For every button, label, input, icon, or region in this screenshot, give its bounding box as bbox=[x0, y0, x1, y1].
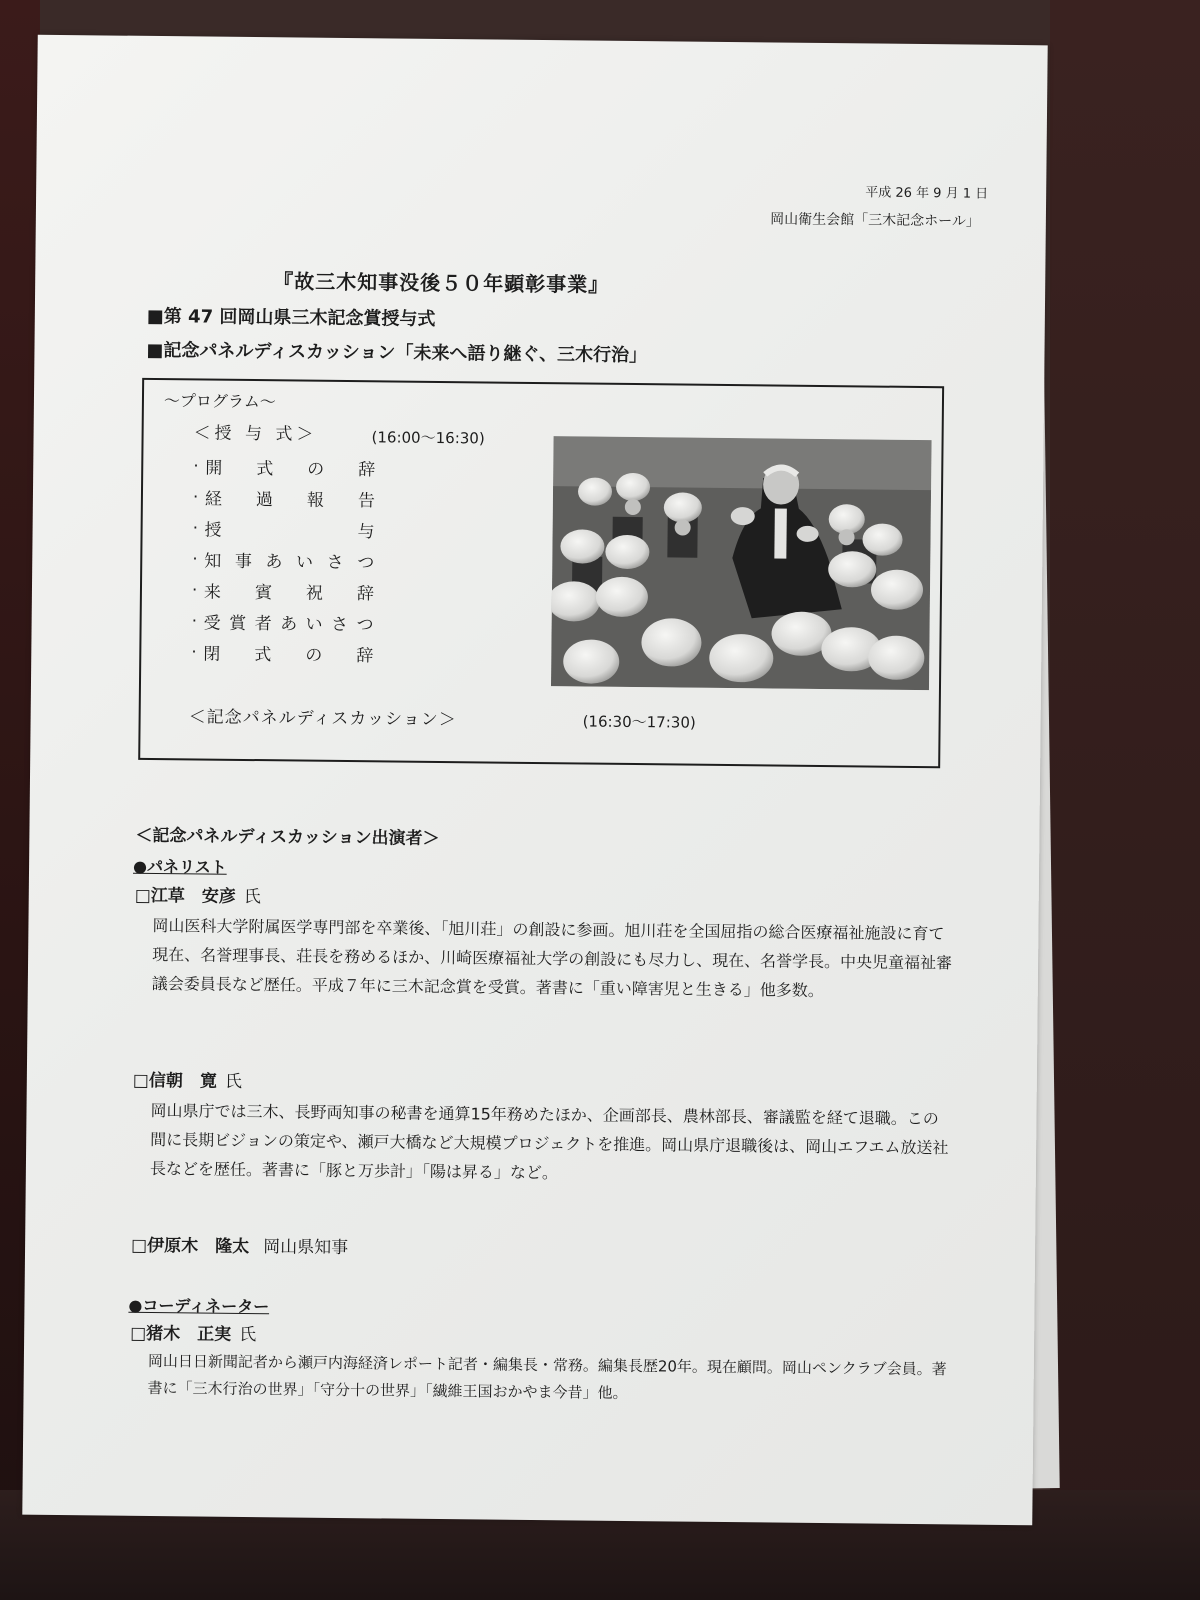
person-name: □江草 安彦 氏 bbox=[134, 885, 261, 908]
subtitle-award-ceremony: ■第 47 回岡山県三木記念賞授与式 bbox=[146, 305, 436, 330]
document-date: 平成 26 年 9 月 1 日 bbox=[865, 185, 989, 202]
ceremony-label: ＜授 与 式＞ bbox=[193, 423, 318, 445]
document-venue: 岡山衛生会館「三木記念ホール」 bbox=[770, 211, 980, 230]
program-item: · 開式の辞 bbox=[193, 455, 376, 481]
subtitle-panel-discussion: ■記念パネルディスカッション「未来へ語り継ぐ、三木行治」 bbox=[146, 339, 648, 367]
panel-discussion-time: (16:30～17:30) bbox=[582, 712, 696, 732]
program-item: · 知事あいさつ bbox=[192, 548, 375, 574]
coordinator-label: ●コーディネーター bbox=[128, 1295, 270, 1317]
ceremony-time: (16:00～16:30) bbox=[371, 428, 485, 448]
person-bio: 岡山日日新聞記者から瀬戸内海経済レポート記者・編集長・常務。編集長歴20年。現在顧問。岡山ペンクラブ会員。著書に「三木行治の世界」「守分十の世界」「繊維王国おかやま今昔」他。 bbox=[147, 1351, 947, 1403]
program-heading: ～プログラム～ bbox=[163, 391, 276, 412]
panel-discussion-label: ＜記念パネルディスカッション＞ bbox=[188, 707, 457, 731]
program-item: · 来賓祝辞 bbox=[191, 579, 375, 605]
background-right bbox=[1050, 0, 1200, 1600]
photo-governor-with-children bbox=[551, 436, 932, 690]
program-item: · 受賞者あいさつ bbox=[191, 610, 374, 636]
document-title: 『故三木知事没後５０年顕彰事業』 bbox=[273, 269, 610, 297]
document-page bbox=[22, 35, 1047, 1525]
panelists-label: ●パネリスト bbox=[132, 856, 227, 877]
program-box bbox=[138, 378, 944, 768]
program-item: · 授与 bbox=[192, 517, 375, 543]
person-bio: 岡山県庁では三木、長野両知事の秘書を通算15年務めたほか、企画部長、農林部長、審議監を経て退職。この間に長期ビジョンの策定や、瀬戸大橋など大規模プロジェクトを推進。岡山県庁退職後は、岡山エフエム放送社長などを歴任。著書に「豚と万歩計」「陽は昇る」など。 bbox=[149, 1100, 949, 1183]
panel-participants-heading: ＜記念パネルディスカッション出演者＞ bbox=[135, 825, 440, 850]
person-bio: 岡山医科大学附属医学専門部を卒業後、「旭川荘」の創設に参画。旭川荘を全国屈指の総合医療福祉施設に育て現在、名誉理事長、荘長を務めるほか、川崎医療福祉大学の創設にも尽力し、現在、名誉学長。中央児童福祉審議会委員長など歴任。平成７年に三木記念賞を受賞。著書に「重い障害児と生きる」他多数。 bbox=[151, 916, 953, 1001]
person-name: □猪木 正実 氏 bbox=[130, 1323, 257, 1346]
person-name: □信朝 寛 氏 bbox=[132, 1070, 242, 1092]
person-name: □伊原木 隆太 岡山県知事 bbox=[130, 1235, 349, 1259]
program-item: · 閉式の辞 bbox=[191, 641, 374, 667]
program-item-list bbox=[191, 450, 375, 669]
program-item: · 経過報告 bbox=[192, 486, 376, 512]
